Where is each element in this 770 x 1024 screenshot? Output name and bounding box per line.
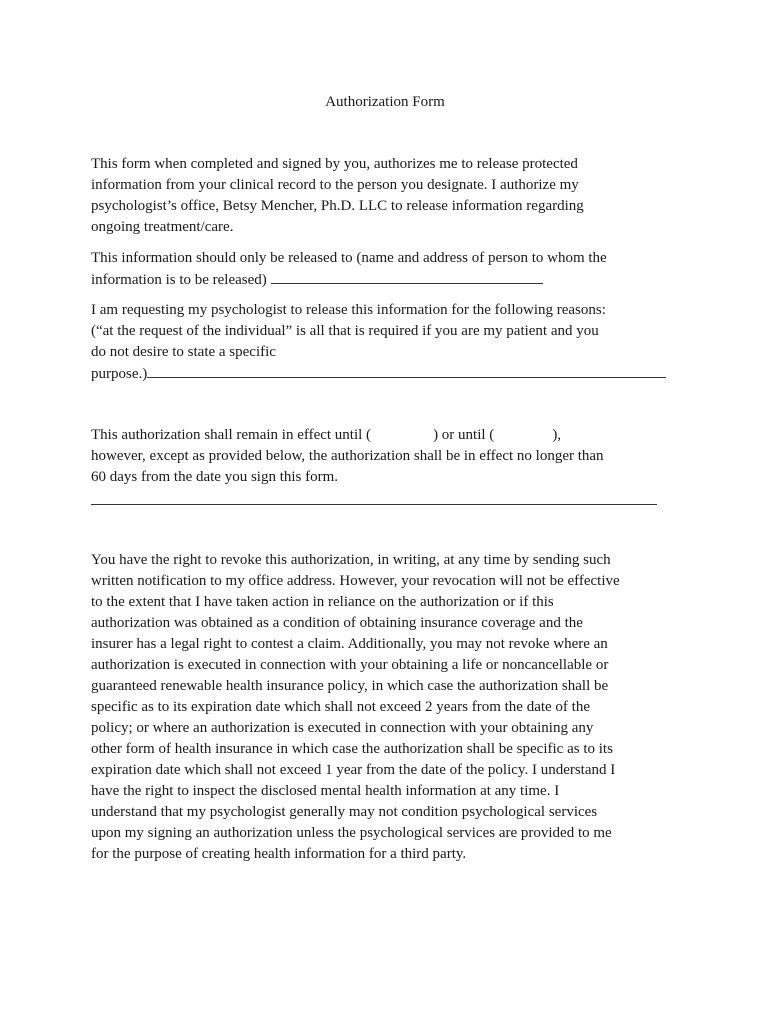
rights-line: You have the right to revoke this authorization, in writing, at any time by sending such	[91, 552, 611, 568]
rights-line: policy; or where an authorization is executed in connection with your obtaining any	[91, 720, 594, 736]
rights-line: upon my signing an authorization unless the psychological services are provided to me	[91, 825, 612, 841]
release-to-line: This information should only be released to (name and address of person to whom the	[91, 250, 607, 266]
effect-line-with-dates	[91, 425, 681, 446]
effect-line: however, except as provided below, the authorization shall be in effect no longer than	[91, 448, 604, 464]
rights-line: other form of health insurance in which case the authorization shall be specific as to its	[91, 741, 613, 757]
reasons-purpose-field[interactable]	[147, 363, 666, 378]
rights-line: authorization was obtained as a condition of obtaining insurance coverage and the	[91, 615, 583, 631]
separator-rule	[91, 504, 657, 505]
rights-line: specific as to its expiration date which shall not exceed 2 years from the date of the	[91, 699, 590, 715]
effect-paragraph	[91, 425, 681, 488]
intro-line: This form when completed and signed by you, authorizes me to release protected	[91, 156, 578, 172]
rights-line: authorization is executed in connection with your obtaining a life or noncancellable or	[91, 657, 609, 673]
intro-line: ongoing treatment/care.	[91, 219, 234, 235]
rights-line: understand that my psychologist generally may not condition psychological services	[91, 804, 598, 820]
intro-line: psychologist’s office, Betsy Mencher, Ph.D. LLC to release information regarding	[91, 198, 584, 214]
rights-paragraph	[91, 550, 681, 865]
rights-line: to the extent that I have taken action in reliance on the authorization or if this	[91, 594, 554, 610]
rights-line: insurer has a legal right to contest a claim. Additionally, you may not revoke where an	[91, 636, 608, 652]
rights-line: expiration date which shall not exceed 1 year from the date of the policy. I understand I	[91, 762, 616, 778]
rights-line: for the purpose of creating health information for a third party.	[91, 846, 467, 862]
reasons-line: do not desire to state a specific	[91, 344, 276, 360]
effect-text-part3: ),	[552, 427, 562, 443]
intro-line: information from your clinical record to the person you designate. I authorize my	[91, 177, 579, 193]
reasons-line: I am requesting my psychologist to release this information for the following reasons:	[91, 302, 606, 318]
page-title: Authorization Form	[325, 94, 445, 110]
rights-line: have the right to inspect the disclosed mental health information at any time. I	[91, 783, 560, 799]
effect-text-part1: This authorization shall remain in effect until (	[91, 427, 372, 443]
intro-paragraph	[91, 154, 681, 238]
reasons-line-with-blank	[91, 363, 681, 385]
release-to-paragraph	[91, 248, 681, 291]
release-recipient-field[interactable]	[271, 269, 543, 284]
release-to-line-with-blank	[91, 269, 681, 291]
release-to-label: information is to be released)	[91, 272, 267, 288]
reasons-line: (“at the request of the individual” is all that is required if you are my patient and you	[91, 323, 599, 339]
effect-text-part2: ) or until (	[433, 427, 495, 443]
reasons-purpose-label: purpose.)	[91, 366, 148, 382]
rights-line: guaranteed renewable health insurance policy, in which case the authorization shall be	[91, 678, 609, 694]
rights-line: written notification to my office address. However, your revocation will not be effective	[91, 573, 620, 589]
effect-line: 60 days from the date you sign this form.	[91, 469, 339, 485]
reasons-paragraph	[91, 300, 681, 385]
